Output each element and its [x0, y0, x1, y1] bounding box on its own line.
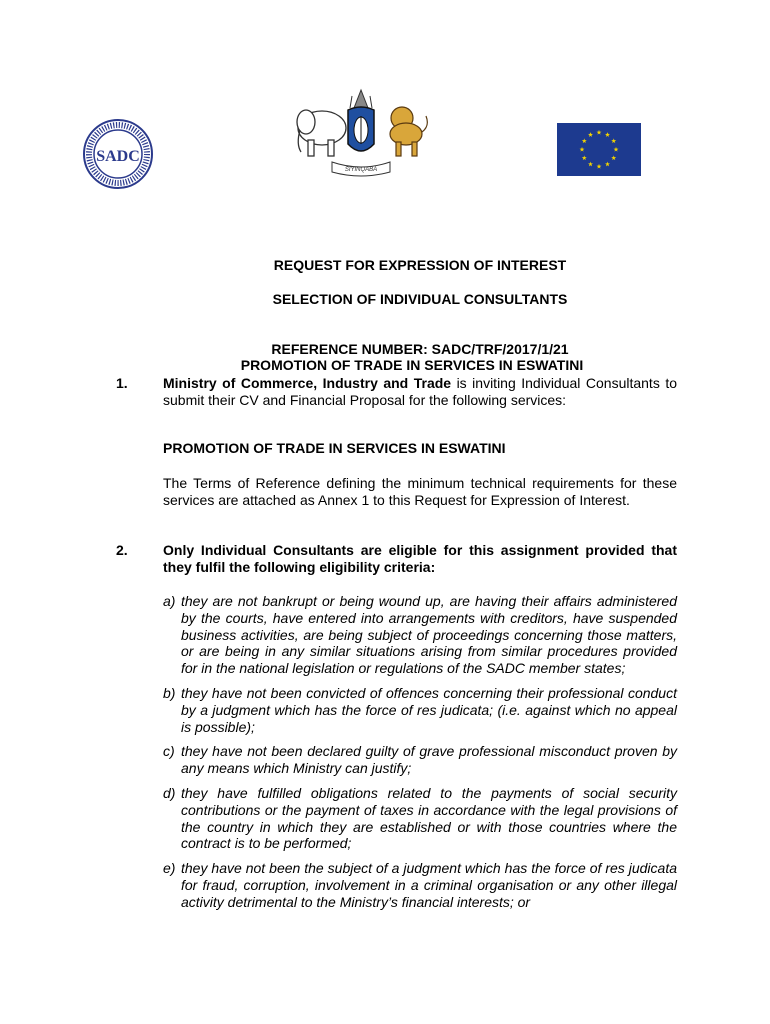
criteria-item [163, 743, 677, 777]
criteria-item [163, 785, 677, 852]
service-name: PROMOTION OF TRADE IN SERVICES IN ESWATINI [163, 440, 506, 456]
eligibility-criteria-list [163, 593, 677, 919]
criteria-text: they have not been convicted of offences concerning their professional conduct by a judgment which has the force of res judicata; (i.e. against which no appeal is possible); [181, 684, 677, 735]
criteria-marker: e) [163, 860, 176, 877]
criteria-item [163, 593, 677, 677]
terms-of-reference-paragraph: The Terms of Reference defining the minimum technical requirements for these services are attached as Annex 1 to this Request for Expression of Interest. [163, 475, 677, 508]
criteria-marker: a) [163, 593, 176, 609]
criteria-text: they have not been declared guilty of grave professional misconduct proven by any means which Ministry can justify; [181, 743, 677, 777]
criteria-marker: d) [163, 784, 176, 801]
motto-text: SIYINQABA [344, 167, 378, 173]
criteria-marker: c) [163, 743, 175, 760]
section-2-number: 2. [116, 542, 128, 558]
criteria-item [163, 685, 677, 735]
plume-figure [350, 90, 372, 108]
project-title: PROMOTION OF TRADE IN SERVICES IN ESWATINI [240, 357, 584, 373]
sadc-logo-label: SADC [96, 148, 140, 165]
ministry-name: Ministry of Commerce, Industry and Trade [163, 375, 452, 391]
criteria-marker: b) [163, 684, 176, 701]
criteria-text: they are not bankrupt or being wound up, are having their affairs administered by the courts, have entered into arrangements with creditors, have suspended business activities, are being subject of proceedings concerning those matters, or are being in any similar situations arising from similar procedures provided for in the national legislation or regulations of the SADC member states; [181, 593, 677, 677]
reference-number: REFERENCE NUMBER: SADC/TRF/2017/1/21 [271, 341, 569, 357]
elephant-figure [297, 110, 346, 156]
sadc-logo [82, 118, 154, 190]
document-title: REQUEST FOR EXPRESSION OF INTEREST [273, 257, 567, 273]
section-1-number: 1. [116, 375, 128, 391]
lion-figure [390, 107, 427, 156]
eswatini-coat-of-arms [292, 86, 430, 178]
eu-flag-logo [557, 123, 641, 176]
document-subtitle: SELECTION OF INDIVIDUAL CONSULTANTS [272, 291, 568, 307]
section-1-intro [163, 375, 677, 409]
criteria-text: they have not been the subject of a judgment which has the force of res judicata for fraud, corruption, involvement in a criminal organisation or any other illegal activity detrimental to the Ministry’s financial interests; or [181, 860, 677, 910]
section-1-intro-rest: is inviting Individual Consultants to submit their CV and Financial Proposal for the following services: [163, 375, 677, 408]
criteria-item [163, 860, 677, 910]
criteria-text: they have fulfilled obligations related to the payments of social security contributions or the payment of taxes in accordance with the legal provisions of the country in which they are established or with those countries where the contract is to be performed; [181, 784, 677, 852]
section-2-heading: Only Individual Consultants are eligible for this assignment provided that they fulfil the following eligibility criteria: [163, 542, 677, 575]
